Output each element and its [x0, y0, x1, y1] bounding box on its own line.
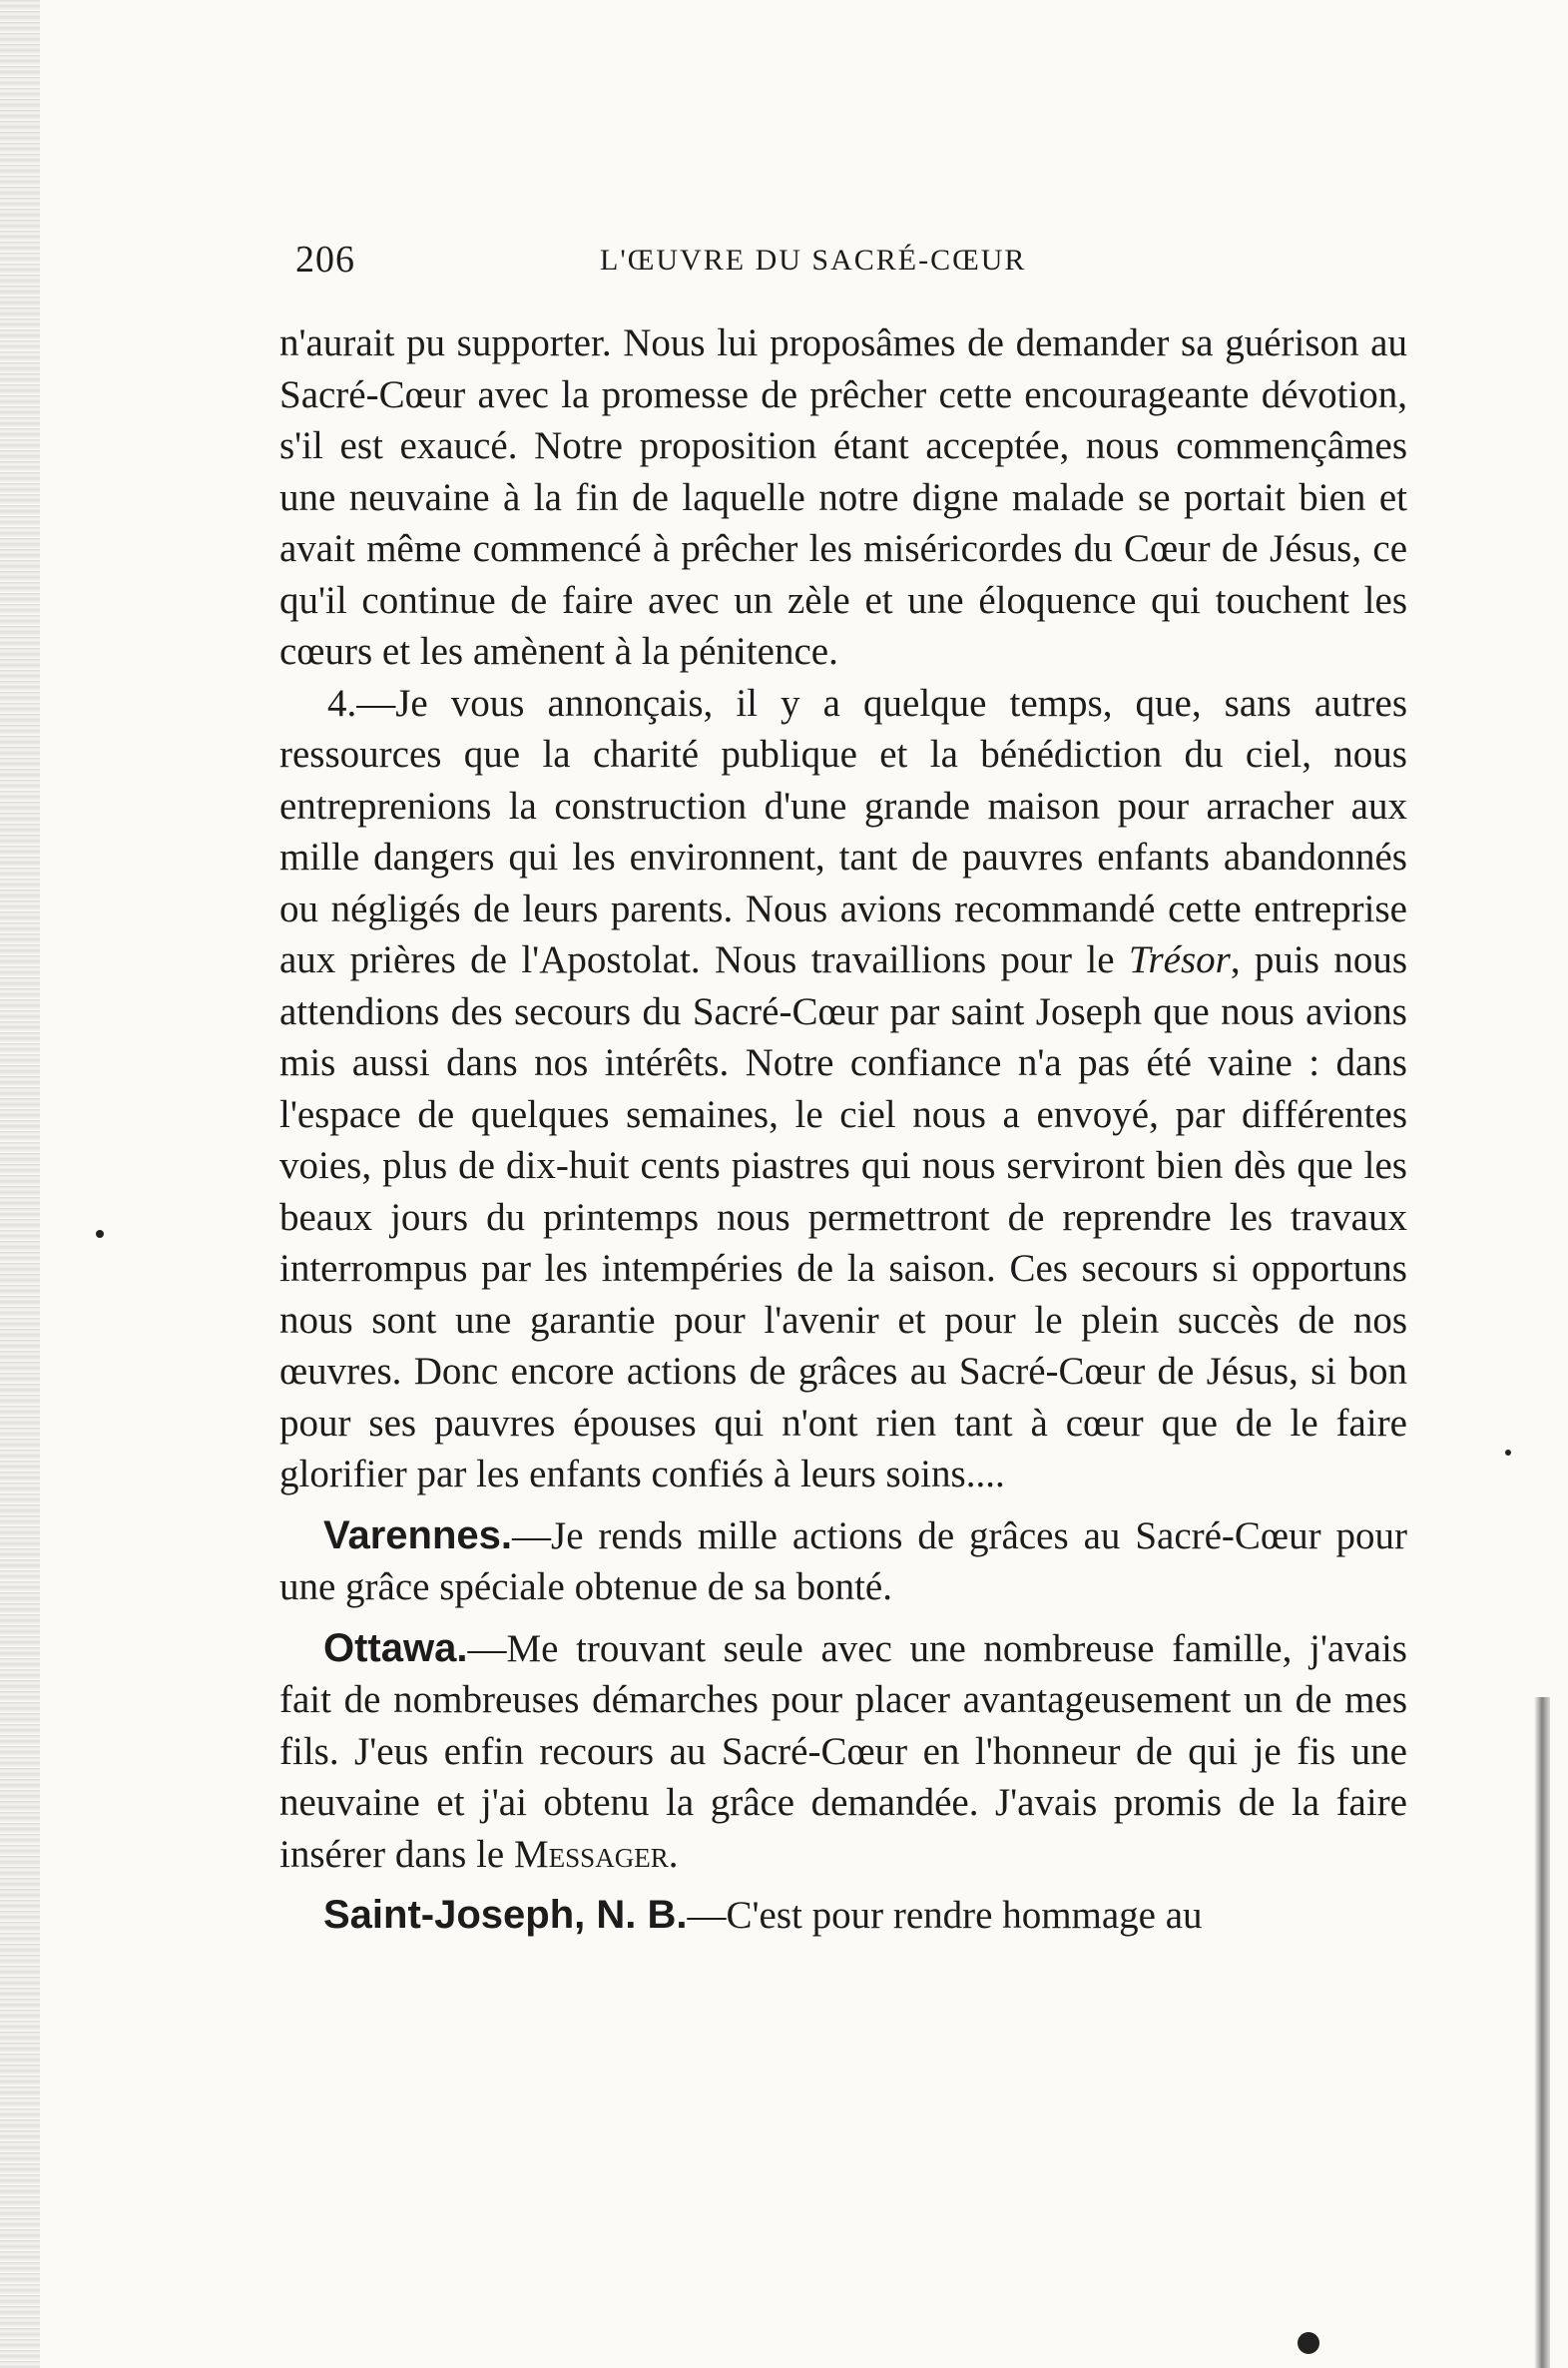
left-binding-edge [0, 0, 40, 2368]
paragraph-continuation: n'aurait pu supporter. Nous lui proposâmes de demander sa guérison au Sacré-Cœur avec la promesse de prêcher cette encourageante dévotion, s'il est exaucé. Notre proposition étant acceptée, nous commençâmes une neuvaine à la fin de laquelle notre digne malade se portait bien et avait même commencé à prêcher les miséricordes du Cœur de Jésus, ce qu'il continue de faire avec un zèle et une éloquence qui touchent les cœurs et les amènent à la pénitence. [279, 321, 1407, 673]
ink-speck [1505, 1450, 1511, 1456]
messager-small-caps: Messager [514, 1832, 669, 1876]
page-number: 206 [295, 239, 355, 281]
entry-ottawa [279, 1623, 1407, 1881]
entry-tail: . [668, 1832, 679, 1876]
entry-text: —Je rends mille actions de grâces au Sacré-Cœur pour une grâce spéciale obtenue de sa bonté. [279, 1513, 1407, 1608]
right-binding-shadow [1534, 1697, 1550, 2368]
entry-varennes [279, 1510, 1407, 1613]
body-text [279, 317, 1407, 1942]
paragraph-4-text-a: 4.—Je vous annonçais, il y a quelque temps, que, sans autres ressources que la charité publique et la bénédiction du ciel, nous entreprenions la construction d'une grande maison pour arracher aux mille dangers qui les environnent, tant de pauvres enfants abandonnés ou négligés de leurs parents. Nous avions recommandé cette entreprise aux prières de l'Apostolat. Nous travaillions pour le [279, 681, 1407, 981]
ink-speck [96, 1230, 104, 1238]
place-name: Saint-Joseph, N. B. [323, 1893, 688, 1937]
paragraph-4 [279, 678, 1407, 1500]
running-title: L'ŒUVRE DU SACRÉ-CŒUR [600, 244, 1027, 277]
place-name: Ottawa. [323, 1625, 468, 1670]
ink-speck [1298, 2332, 1319, 2354]
entry-saint-joseph [279, 1890, 1407, 1942]
paragraph-4-text-b: , puis nous attendions des secours du Sacré-Cœur par saint Joseph que nous avions mis aussi dans nos intérêts. Notre confiance n'a pas été vaine : dans l'espace de quelques semaines, le ciel nous a envoyé, par différentes voies, plus de dix-huit cents piastres qui nous serviront bien dès que les beaux jours du printemps nous permettront de reprendre les travaux interrompus par les intempéries de la saison. Ces secours si opportuns nous sont une garantie pour l'avenir et pour le plein succès de nos œuvres. Donc encore actions de grâces au Sacré-Cœur de Jésus, si bon pour ses pauvres épouses qui n'ont rien tant à cœur que de le faire glorifier par les enfants confiés à leurs soins.... [279, 938, 1407, 1495]
tresor-italic: Trésor [1128, 938, 1231, 981]
entry-text: —C'est pour rendre hommage au [687, 1894, 1203, 1937]
page-header [295, 238, 1413, 288]
entry-text: —Me trouvant seule avec une nombreuse famille, j'avais fait de nombreuses démarches pour placer avantageusement un de mes fils. J'eus enfin recours au Sacré-Cœur en l'honneur de qui je fis une neuvaine et j'ai obtenu la grâce demandée. J'avais promis de la faire insérer dans le [279, 1626, 1407, 1876]
place-name: Varennes. [323, 1512, 513, 1557]
